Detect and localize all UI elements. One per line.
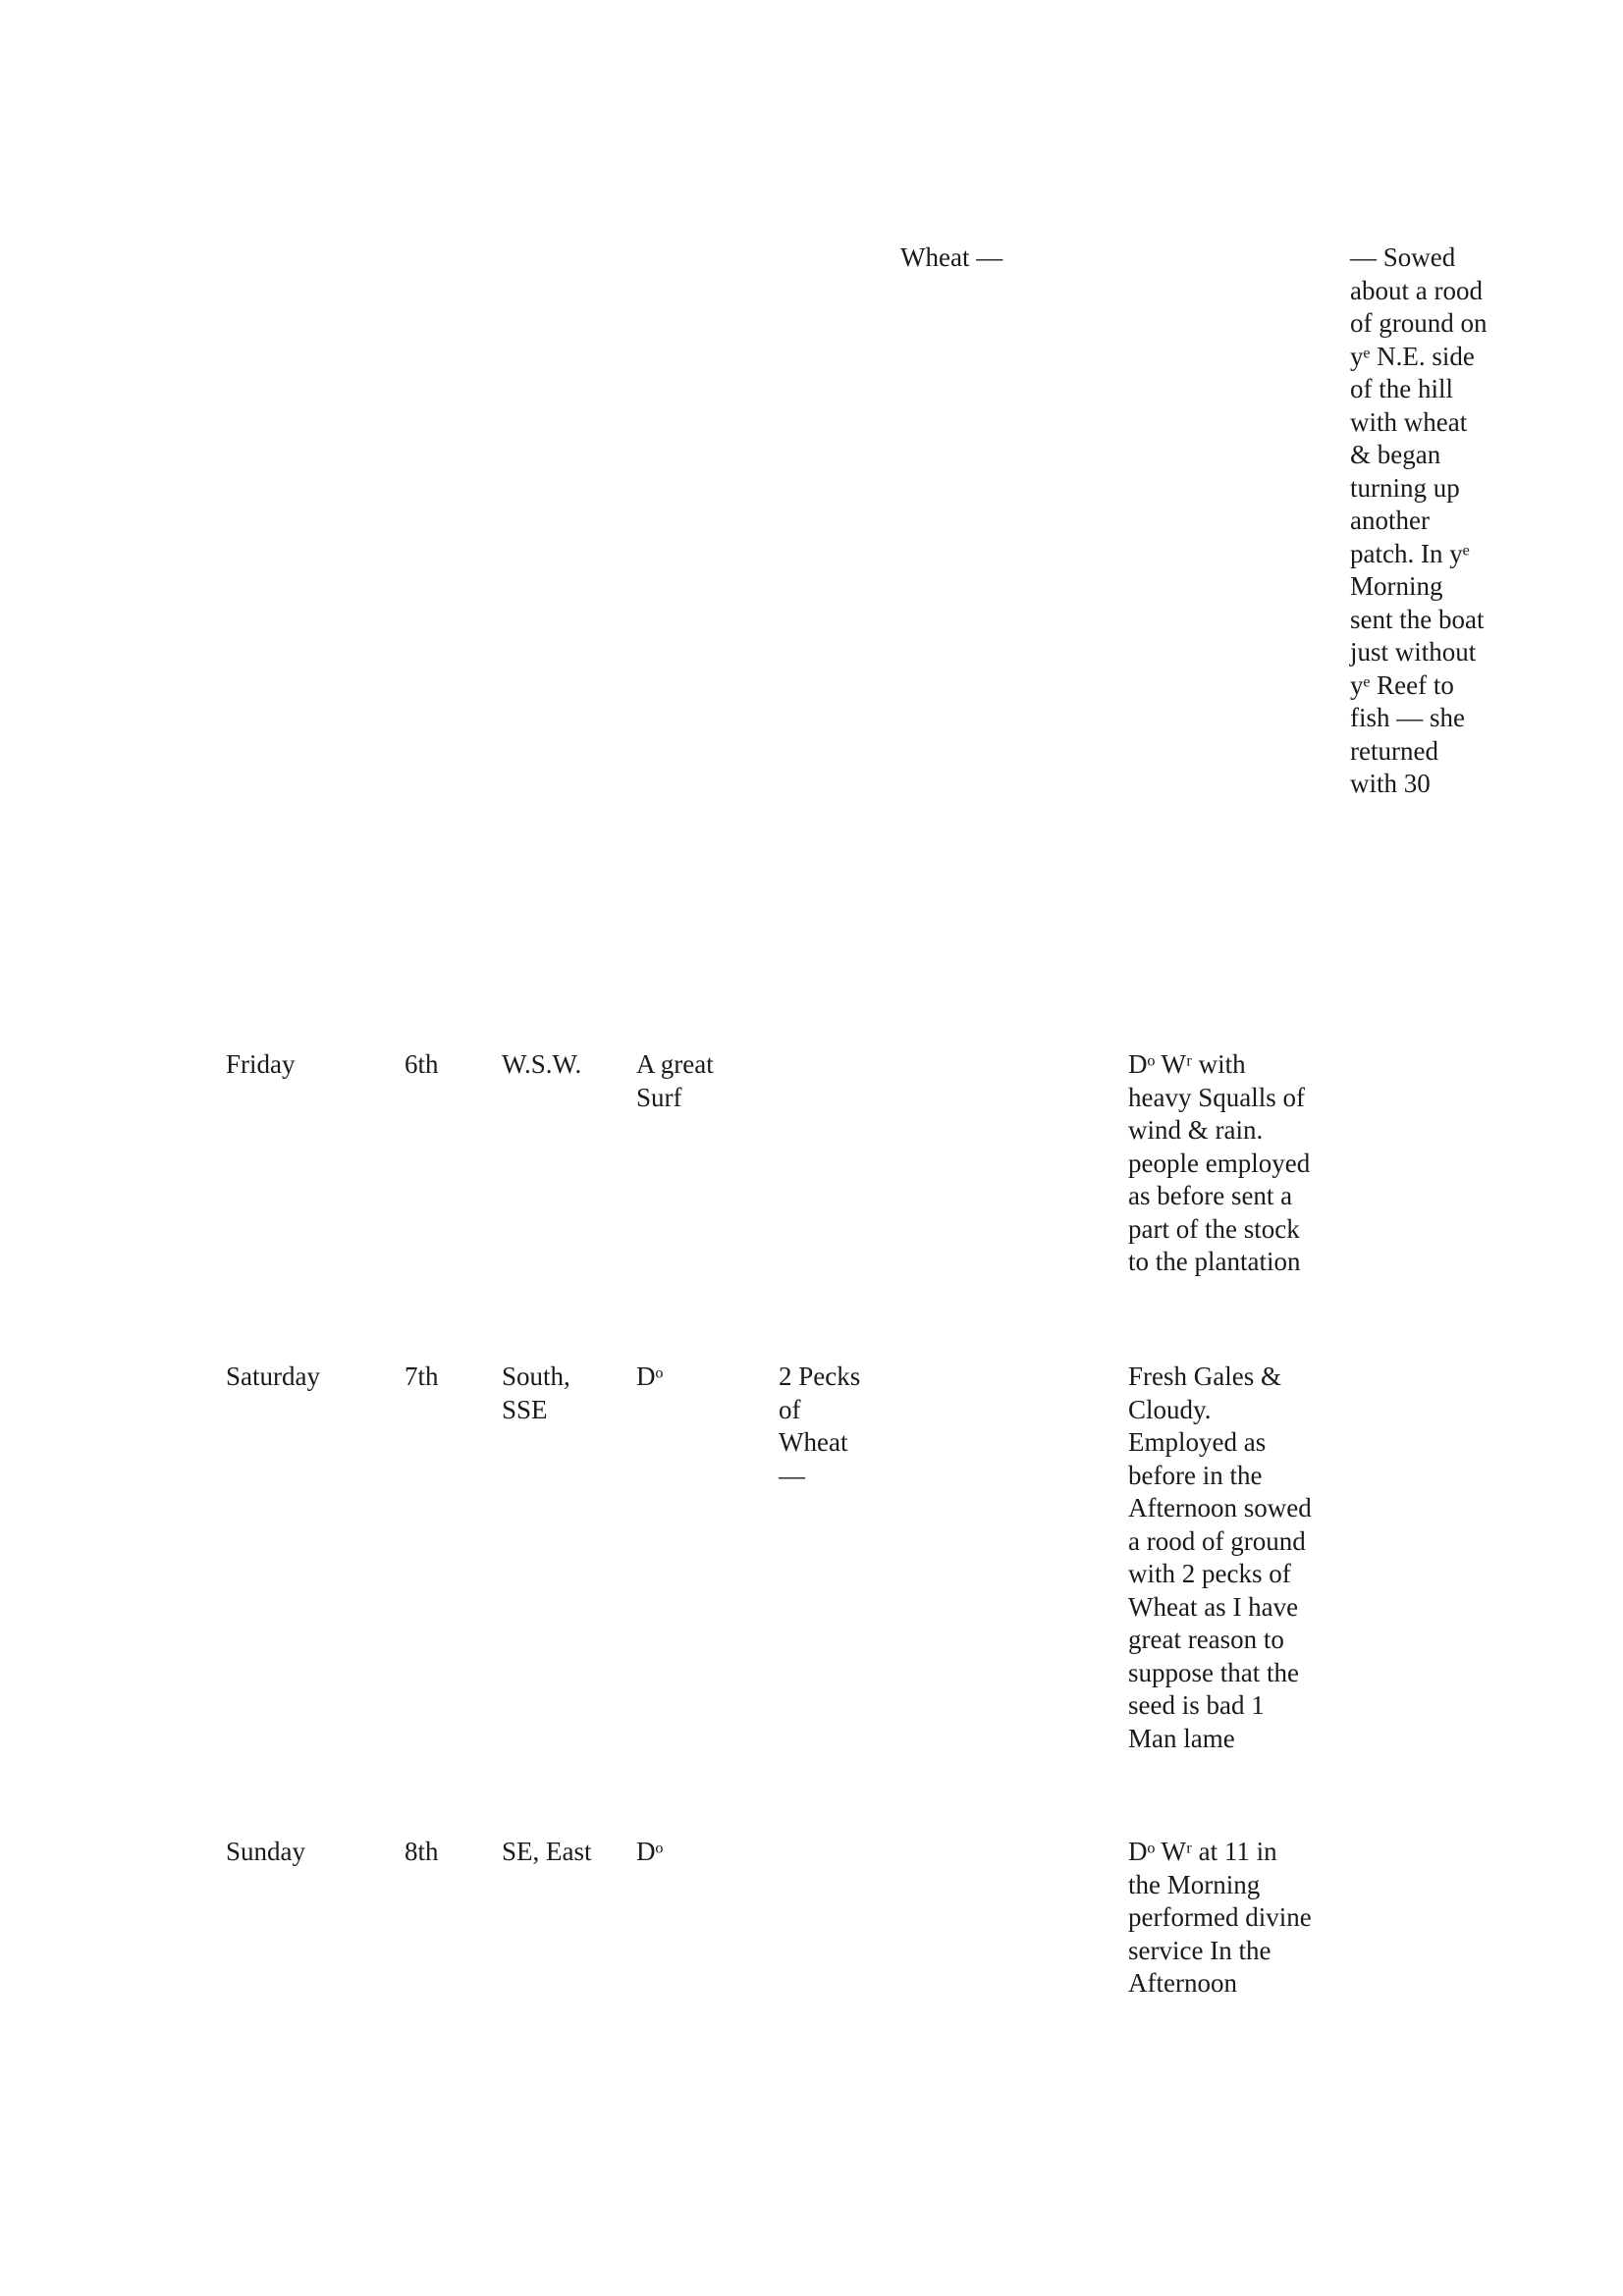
wind-cell: W.S.W. xyxy=(502,1049,582,1079)
crop-cell: Wheat — xyxy=(900,242,1003,272)
day-cell: Sunday xyxy=(226,1837,305,1866)
date-cell: 7th xyxy=(405,1362,439,1391)
note-cell: — Sowed about a rood of ground on yᵉ N.E. side of the hill with wheat & began turning up another patch. In yᵉ Morning sent the boat just without yᵉ Reef to fish — she returned with 30 xyxy=(1350,242,1488,798)
day-cell: Friday xyxy=(226,1049,296,1079)
sea-cell: Dᵒ xyxy=(636,1362,664,1391)
sea-cell: Dᵒ xyxy=(636,1837,664,1866)
remarks-cell: Dᵒ Wʳ at 11 in the Morning performed divine service In the Afternoon xyxy=(1128,1837,1312,1998)
wind-cell: South, SSE xyxy=(502,1362,570,1424)
wind-cell: SE, East xyxy=(502,1837,592,1866)
sown-cell: 2 Pecks of Wheat — xyxy=(779,1362,861,1490)
day-cell: Saturday xyxy=(226,1362,320,1391)
date-cell: 6th xyxy=(405,1049,439,1079)
remarks-cell: Dᵒ Wʳ with heavy Squalls of wind & rain. people employed as before sent a part of the stock to the plantation xyxy=(1128,1049,1311,1276)
remarks-cell: Fresh Gales & Cloudy. Employed as before in the Afternoon sowed a rood of ground with 2 pecks of Wheat as I have great reason to suppose that the seed is bad 1 Man lame xyxy=(1128,1362,1312,1753)
date-cell: 8th xyxy=(405,1837,439,1866)
sea-cell: A great Surf xyxy=(636,1049,714,1112)
